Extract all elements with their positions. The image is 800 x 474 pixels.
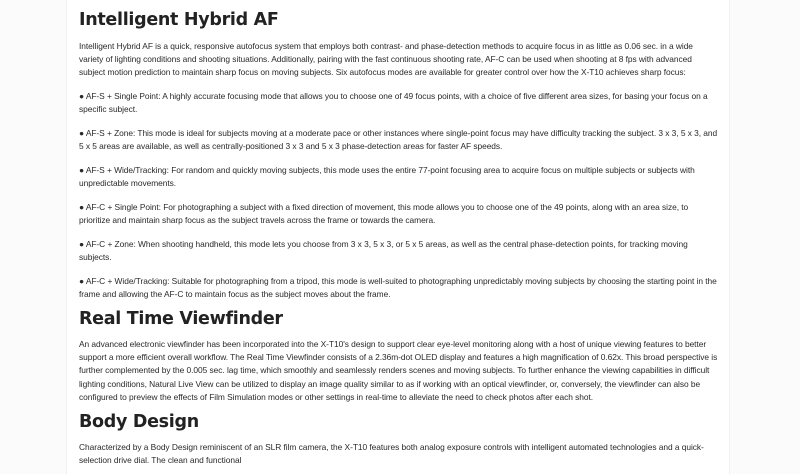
section-real-time-viewfinder <box>79 306 719 404</box>
section-intro: Intelligent Hybrid AF is a quick, responsive autofocus system that employs both contrast- and phase-detection methods to acquire focus in as little as 0.06 sec. in a wide variety of lighting conditions and shooting situations. Additionally, pairing with the fast continuous shooting rate, AF-C can be used when shooting at 8 fps with advanced subject motion prediction to maintain sharp focus on moving subjects. Six autofocus modes are available for greater control over how the X-T10 achieves sharp focus: <box>79 41 693 78</box>
article-content <box>79 7 719 467</box>
section-title: Body Design <box>79 412 199 433</box>
section-body-design <box>79 409 719 467</box>
section-title: Real Time Viewfinder <box>79 309 283 330</box>
af-mode-item: ● AF-S + Zone: This mode is ideal for subjects moving at a moderate pace or other instances where single-point focus may have difficulty tracking the subject. 3 x 3, 5 x 3, and 5 x 5 areas are available, as well as centrally-positioned 3 x 3 and 5 x 3 phase-detection areas for faster AF speeds. <box>79 128 718 152</box>
right-margin <box>729 0 800 474</box>
af-mode-item: ● AF-C + Wide/Tracking: Suitable for photographing from a tripod, this mode is well-suited to photographing unpredictably moving subjects by choosing the starting point in the frame and allowing the AF-C to maintain focus as the subject moves about the frame. <box>79 275 717 299</box>
left-margin <box>0 0 67 474</box>
section-body: Characterized by a Body Design reminiscent of an SLR film camera, the X-T10 features both analog exposure controls with intelligent automated technologies and a quick-selection drive dial. The clean and functional <box>79 442 704 466</box>
af-mode-item: ● AF-S + Wide/Tracking: For random and quickly moving subjects, this mode uses the entire 77-point focusing area to acquire focus on multiple subjects or subjects with unpredictable movements. <box>79 164 695 189</box>
section-body: An advanced electronic viewfinder has been incorporated into the X-T10's design to support clear eye-level monitoring along with a host of unique viewing features to better support a more efficient overall workflow. The Real Time Viewfinder consists of a 2.36m-dot OLED display and features a high magnification of 0.62x. This broad perspective is further complemented by the 0.005 sec. lag time, which smoothly and seamlessly renders scenes and moving subjects. To further enhance the viewing capabilities in difficult lighting conditions, Natural Live View can be utilized to display an image quality similar to as if working with an optical viewfinder, or, conversely, the viewfinder can also be configured to preview the effects of Film Simulation modes or other settings in real-time to alleviate the need to check photos after each shot. <box>79 339 718 402</box>
af-mode-item: ● AF-C + Zone: When shooting handheld, this mode lets you choose from 3 x 3, 5 x 3, or 5 x 5 areas, as well as the central phase-detection points, for tracking moving subjects. <box>79 238 688 262</box>
af-mode-item: ● AF-C + Single Point: For photographing a subject with a fixed direction of movement, this mode allows you to choose one of the 49 points, along with an area size, to prioritize and maintain sharp focus as the subject travels across the frame or towards the camera. <box>79 201 689 226</box>
section-intelligent-hybrid-af <box>79 7 719 301</box>
section-title: Intelligent Hybrid AF <box>79 10 279 30</box>
af-mode-item: ● AF-S + Single Point: A highly accurate focusing mode that allows you to choose one of 49 focus points, with a choice of five different area sizes, for basing your focus on a specific subject. <box>79 91 708 115</box>
